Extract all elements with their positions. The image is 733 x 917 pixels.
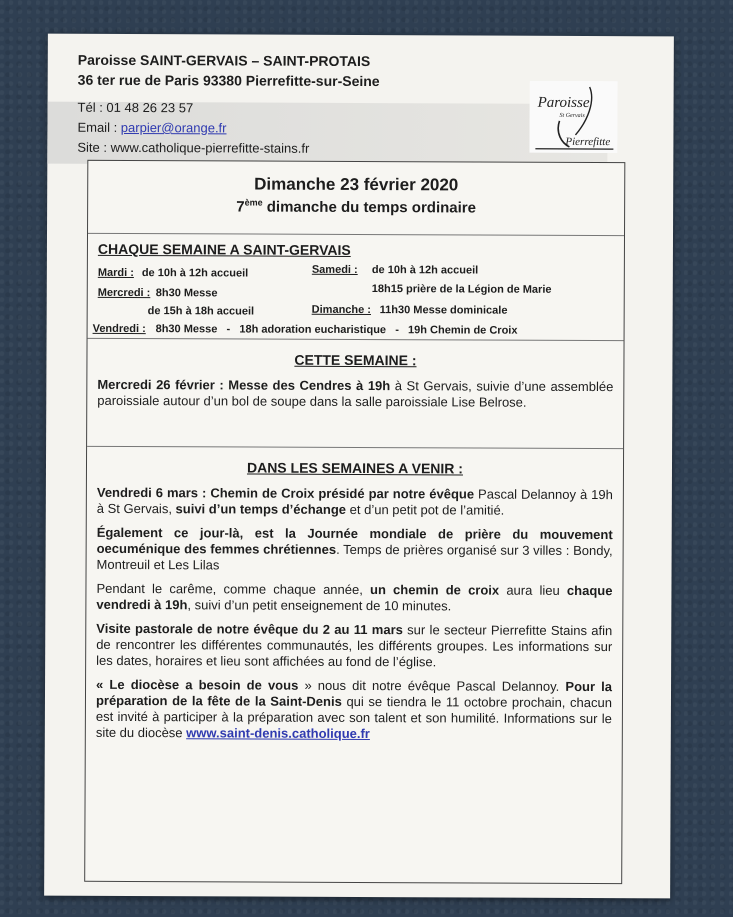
parish-logo-graphic (529, 81, 617, 153)
paragraph-saint-denis (96, 677, 612, 743)
p2-text: . Temps de prières organisé sur 3 villes : Bondy, Montreuil et Les Lilas (96, 541, 613, 573)
contact-block (77, 98, 537, 160)
p1-bold-1: Vendredi 6 mars : Chemin de Croix présidé par notre évêque (96, 484, 475, 502)
mardi-text: de 10h à 12h accueil (141, 267, 249, 280)
dimanche-text: 11h30 Messe dominicale (379, 304, 508, 317)
this-week-paragraph (97, 377, 613, 411)
logo-word-stgervais: St Gervais (559, 112, 585, 119)
email-link[interactable]: parpier@orange.fr (120, 119, 227, 136)
mercredi-label: Mercredi : (97, 286, 151, 300)
bulletin-date: Dimanche 23 février 2020 (254, 174, 459, 195)
p1-text-1: Pascal Delannoy à 19h à St Gervais, (96, 486, 613, 517)
samedi-text-2: 18h15 prière de la Légion de Marie (371, 283, 552, 296)
mercredi-text-1: 8h30 Messe (155, 287, 218, 300)
sunday-superscript: ème (244, 197, 263, 208)
weekly-schedule-section (88, 234, 624, 341)
p1-bold-2: suivi d’un temps d’échange (175, 501, 347, 517)
p3-text-2: aura lieu (499, 582, 567, 598)
sunday-number: 7 (236, 198, 245, 216)
parish-address: 36 ter rue de Paris 93380 Pierrefitte-sur-Seine (77, 71, 380, 90)
sunday-text: dimanche du temps ordinaire (262, 198, 477, 217)
liturgical-sunday (98, 197, 614, 217)
paragraph-journee-mondiale (97, 525, 613, 575)
parish-name: Paroisse SAINT-GERVAIS – SAINT-PROTAIS (77, 51, 371, 70)
p4-text: sur le secteur Pierrefitte Stains afin de rencontrer les différentes communautés, les différents groupes. Les informations sur les dates, horaires et lieu sont affichées au fond de l’église. (96, 622, 613, 670)
this-week-heading: CETTE SEMAINE : (294, 351, 417, 369)
p3-bold-1: un chemin de croix (369, 582, 500, 598)
vendredi-text: 8h30 Messe - 18h adoration eucharistique - 19h Chemin de Croix (155, 323, 518, 337)
p5-bold-1: « Le diocèse a besoin de vous (96, 676, 299, 693)
paragraph-chemin-de-croix (97, 485, 613, 519)
p2-bold: Également ce jour-là, est la Journée mondiale de prière du mouvement oecuménique des femmes chrétiennes (96, 524, 613, 557)
mardi-label: Mardi : (97, 266, 134, 280)
parish-logo (529, 81, 617, 153)
title-section (88, 161, 624, 236)
email-line (77, 118, 537, 140)
bulletin-box (84, 160, 625, 884)
p5-text-2: qui se tiendra le 11 octobre prochain, chacun est invité à participer à la préparation avec son talent et son humilité. Informations sur le site du diocèse (95, 693, 613, 741)
ash-wednesday-bold: Mercredi 26 février : Messe des Cendres à 19h (97, 376, 391, 394)
coming-weeks-heading: DANS LES SEMAINES A VENIR : (246, 459, 464, 477)
p3-text-3: , suivi d’un petit enseignement de 10 minutes. (187, 597, 452, 614)
p5-text-1: » nous dit notre évêque Pascal Delannoy. (298, 677, 566, 694)
weekly-heading: CHAQUE SEMAINE A SAINT-GERVAIS (97, 240, 351, 258)
paragraph-visite-pastorale (96, 621, 612, 671)
p3-text-1: Pendant le carême, comme chaque année, (96, 580, 371, 598)
site-link[interactable]: www.catholique-pierrefitte-stains.fr (110, 139, 310, 156)
p3-bold-2: chaque vendredi à 19h (96, 582, 613, 613)
coming-weeks-section (86, 447, 623, 743)
p5-bold-2: Pour la préparation de la fête de la Saint-Denis (95, 678, 613, 709)
dimanche-label: Dimanche : (311, 303, 372, 317)
paragraph-careme (96, 581, 612, 615)
ash-wednesday-text: à St Gervais, suivie d’une assemblée paroissiale autour d’un bol de soupe dans la salle paroissiale Lise Belrose. (97, 378, 614, 410)
logo-word-paroisse: Paroisse (537, 94, 590, 112)
logo-word-pierrefitte: Pierrefitte (565, 135, 611, 149)
diocese-website-link[interactable]: www.saint-denis.catholique.fr (186, 725, 370, 742)
samedi-label: Samedi : (311, 263, 358, 276)
p1-text-2: et d’un petit pot de l’amitié. (346, 501, 505, 518)
this-week-section (87, 339, 623, 449)
email-label: Email : (77, 119, 121, 135)
site-label: Site : (77, 139, 111, 155)
parish-bulletin-page (44, 34, 674, 899)
mercredi-text-2: de 15h à 18h accueil (147, 305, 255, 318)
phone-line: Tél : 01 48 26 23 57 (77, 99, 194, 116)
vendredi-label: Vendredi : (92, 322, 146, 336)
site-line (77, 138, 537, 160)
parish-header (77, 50, 537, 160)
p4-bold: Visite pastorale de notre évêque du 2 au 11 mars (96, 620, 403, 638)
samedi-text-1: de 10h à 12h accueil (371, 264, 479, 277)
